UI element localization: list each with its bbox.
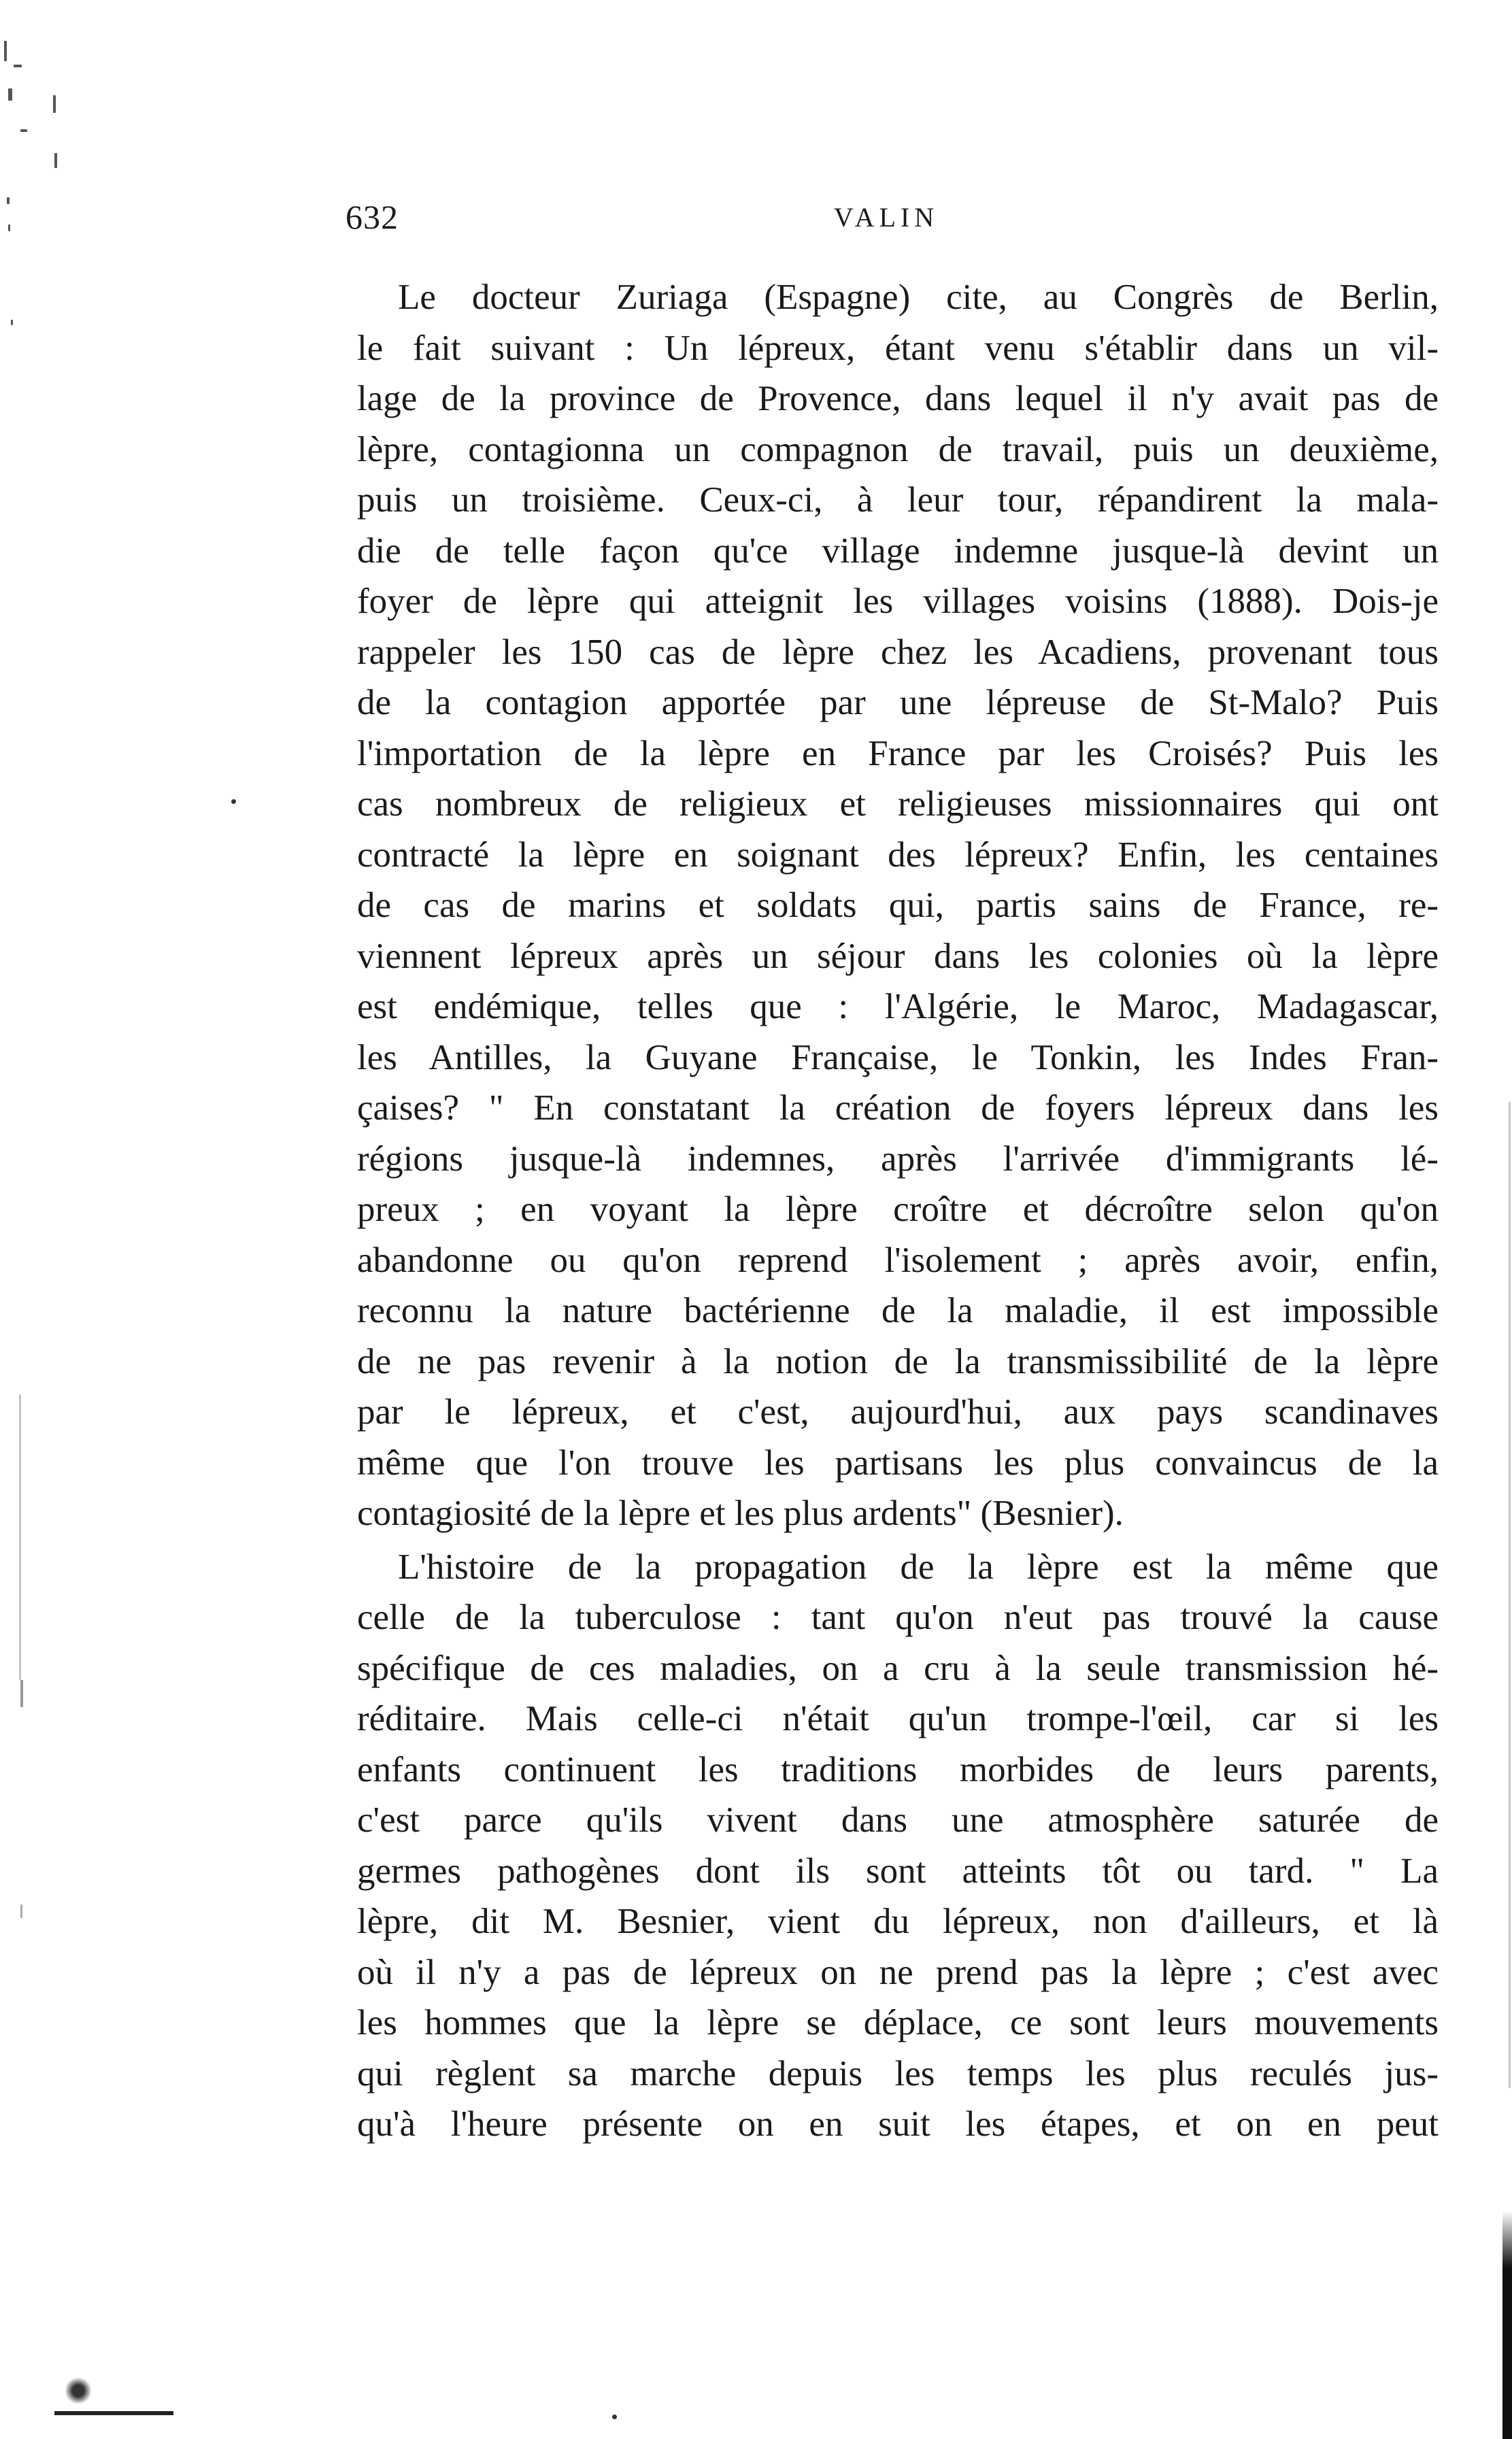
text-line: par le lépreux, et c'est, aujourd'hui, aux pays scandinaves xyxy=(357,1392,1439,1432)
text-line: celle de la tuberculose : tant qu'on n'eut pas trouvé la cause xyxy=(357,1598,1439,1637)
text-line: qui règlent sa marche depuis les temps les plus reculés jus- xyxy=(357,2053,1439,2093)
text-line: lèpre, contagionna un compagnon de travail, puis un deuxième, xyxy=(357,429,1439,469)
text-line: de la contagion apportée par une lépreuse de St-Malo? Puis xyxy=(357,683,1439,722)
binding-line xyxy=(1509,1102,1511,2088)
text-line: régions jusque-là indemnes, après l'arrivée d'immigrants lé- xyxy=(357,1139,1439,1179)
text-line: germes pathogènes dont ils sont atteints tôt ou tard. " La xyxy=(357,1851,1439,1891)
scan-speck xyxy=(4,41,7,61)
text-line: réditaire. Mais celle-ci n'était qu'un trompe-l'œil, car si les xyxy=(357,1699,1439,1738)
text-line: les Antilles, la Guyane Française, le Tonkin, les Indes Fran- xyxy=(357,1037,1439,1077)
text-line: c'est parce qu'ils vivent dans une atmosphère saturée de xyxy=(357,1800,1439,1840)
scan-speck xyxy=(54,153,57,168)
paragraph xyxy=(357,272,1439,1539)
paragraph xyxy=(357,1542,1439,2150)
text-line: reconnu la nature bactérienne de la maladie, il est impossible xyxy=(357,1291,1439,1330)
text-line: où il n'y a pas de lépreux on ne prend pas la lèpre ; c'est avec xyxy=(357,1952,1439,1992)
scan-speck xyxy=(14,65,22,67)
text-line: L'histoire de la propagation de la lèpre est la même que xyxy=(398,1547,1439,1587)
scan-blot xyxy=(65,2377,92,2404)
scan-speck xyxy=(8,88,12,101)
scan-speck xyxy=(8,224,10,231)
running-head: VALIN xyxy=(833,202,939,233)
text-line: l'importation de la lèpre en France par les Croisés? Puis les xyxy=(357,733,1439,773)
text-line: est endémique, telles que : l'Algérie, le Maroc, Madagascar, xyxy=(357,987,1439,1026)
text-line: le fait suivant : Un lépreux, étant venu s'établir dans un vil- xyxy=(357,328,1439,368)
page-header xyxy=(346,197,1427,252)
text-line: rappeler les 150 cas de lèpre chez les Acadiens, provenant tous xyxy=(357,632,1439,672)
scan-speck xyxy=(20,129,27,132)
text-line: contagiosité de la lèpre et les plus ardents" (Besnier). xyxy=(357,1494,1124,1533)
page-number: 632 xyxy=(346,198,399,236)
text-line: de ne pas revenir à la notion de la transmissibilité de la lèpre xyxy=(357,1341,1439,1381)
text-line: çaises? " En constatant la création de foyers lépreux dans les xyxy=(357,1088,1439,1128)
text-line: contracté la lèpre en soignant des lépreux? Enfin, les centaines xyxy=(357,835,1439,875)
scan-speck xyxy=(19,1394,21,1680)
scan-speck xyxy=(7,197,10,204)
text-line: cas nombreux de religieux et religieuses missionnaires qui ont xyxy=(357,784,1439,824)
text-line: même que l'on trouve les partisans les plus convaincus de la xyxy=(357,1443,1439,1483)
text-line: foyer de lèpre qui atteignit les villages voisins (1888). Dois-je xyxy=(357,582,1439,621)
text-line: Le docteur Zuriaga (Espagne) cite, au Congrès de Berlin, xyxy=(398,277,1439,317)
text-line: die de telle façon qu'ce village indemne jusque-là devint un xyxy=(357,531,1439,571)
text-line: preux ; en voyant la lèpre croître et décroître selon qu'on xyxy=(357,1190,1439,1229)
scan-speck xyxy=(20,1904,22,1918)
text-line: spécifique de ces maladies, on a cru à la seule transmission hé- xyxy=(357,1648,1439,1688)
scan-speck xyxy=(20,1680,23,1707)
ink-dot xyxy=(231,799,236,804)
text-line: viennent lépreux après un séjour dans les colonies où la lèpre xyxy=(357,936,1439,976)
text-line: lage de la province de Provence, dans lequel il n'y avait pas de xyxy=(357,379,1439,418)
text-line: lèpre, dit M. Besnier, vient du lépreux, non d'ailleurs, et là xyxy=(357,1902,1439,1941)
text-line: qu'à l'heure présente on en suit les étapes, et on en peut xyxy=(357,2104,1439,2144)
ink-dot xyxy=(612,2415,617,2419)
text-line: puis un troisième. Ceux-ci, à leur tour, répandirent la mala- xyxy=(357,480,1439,520)
binding-shadow xyxy=(1502,2210,1512,2439)
text-line: de cas de marins et soldats qui, partis sains de France, re- xyxy=(357,886,1439,925)
scan-speck xyxy=(53,95,56,113)
text-line: les hommes que la lèpre se déplace, ce sont leurs mouvements xyxy=(357,2003,1439,2042)
scan-rule xyxy=(54,2411,173,2415)
text-line: enfants continuent les traditions morbides de leurs parents, xyxy=(357,1749,1439,1789)
scan-speck xyxy=(11,320,13,325)
text-line: abandonne ou qu'on reprend l'isolement ; après avoir, enfin, xyxy=(357,1240,1439,1280)
body-text xyxy=(357,272,1439,2150)
